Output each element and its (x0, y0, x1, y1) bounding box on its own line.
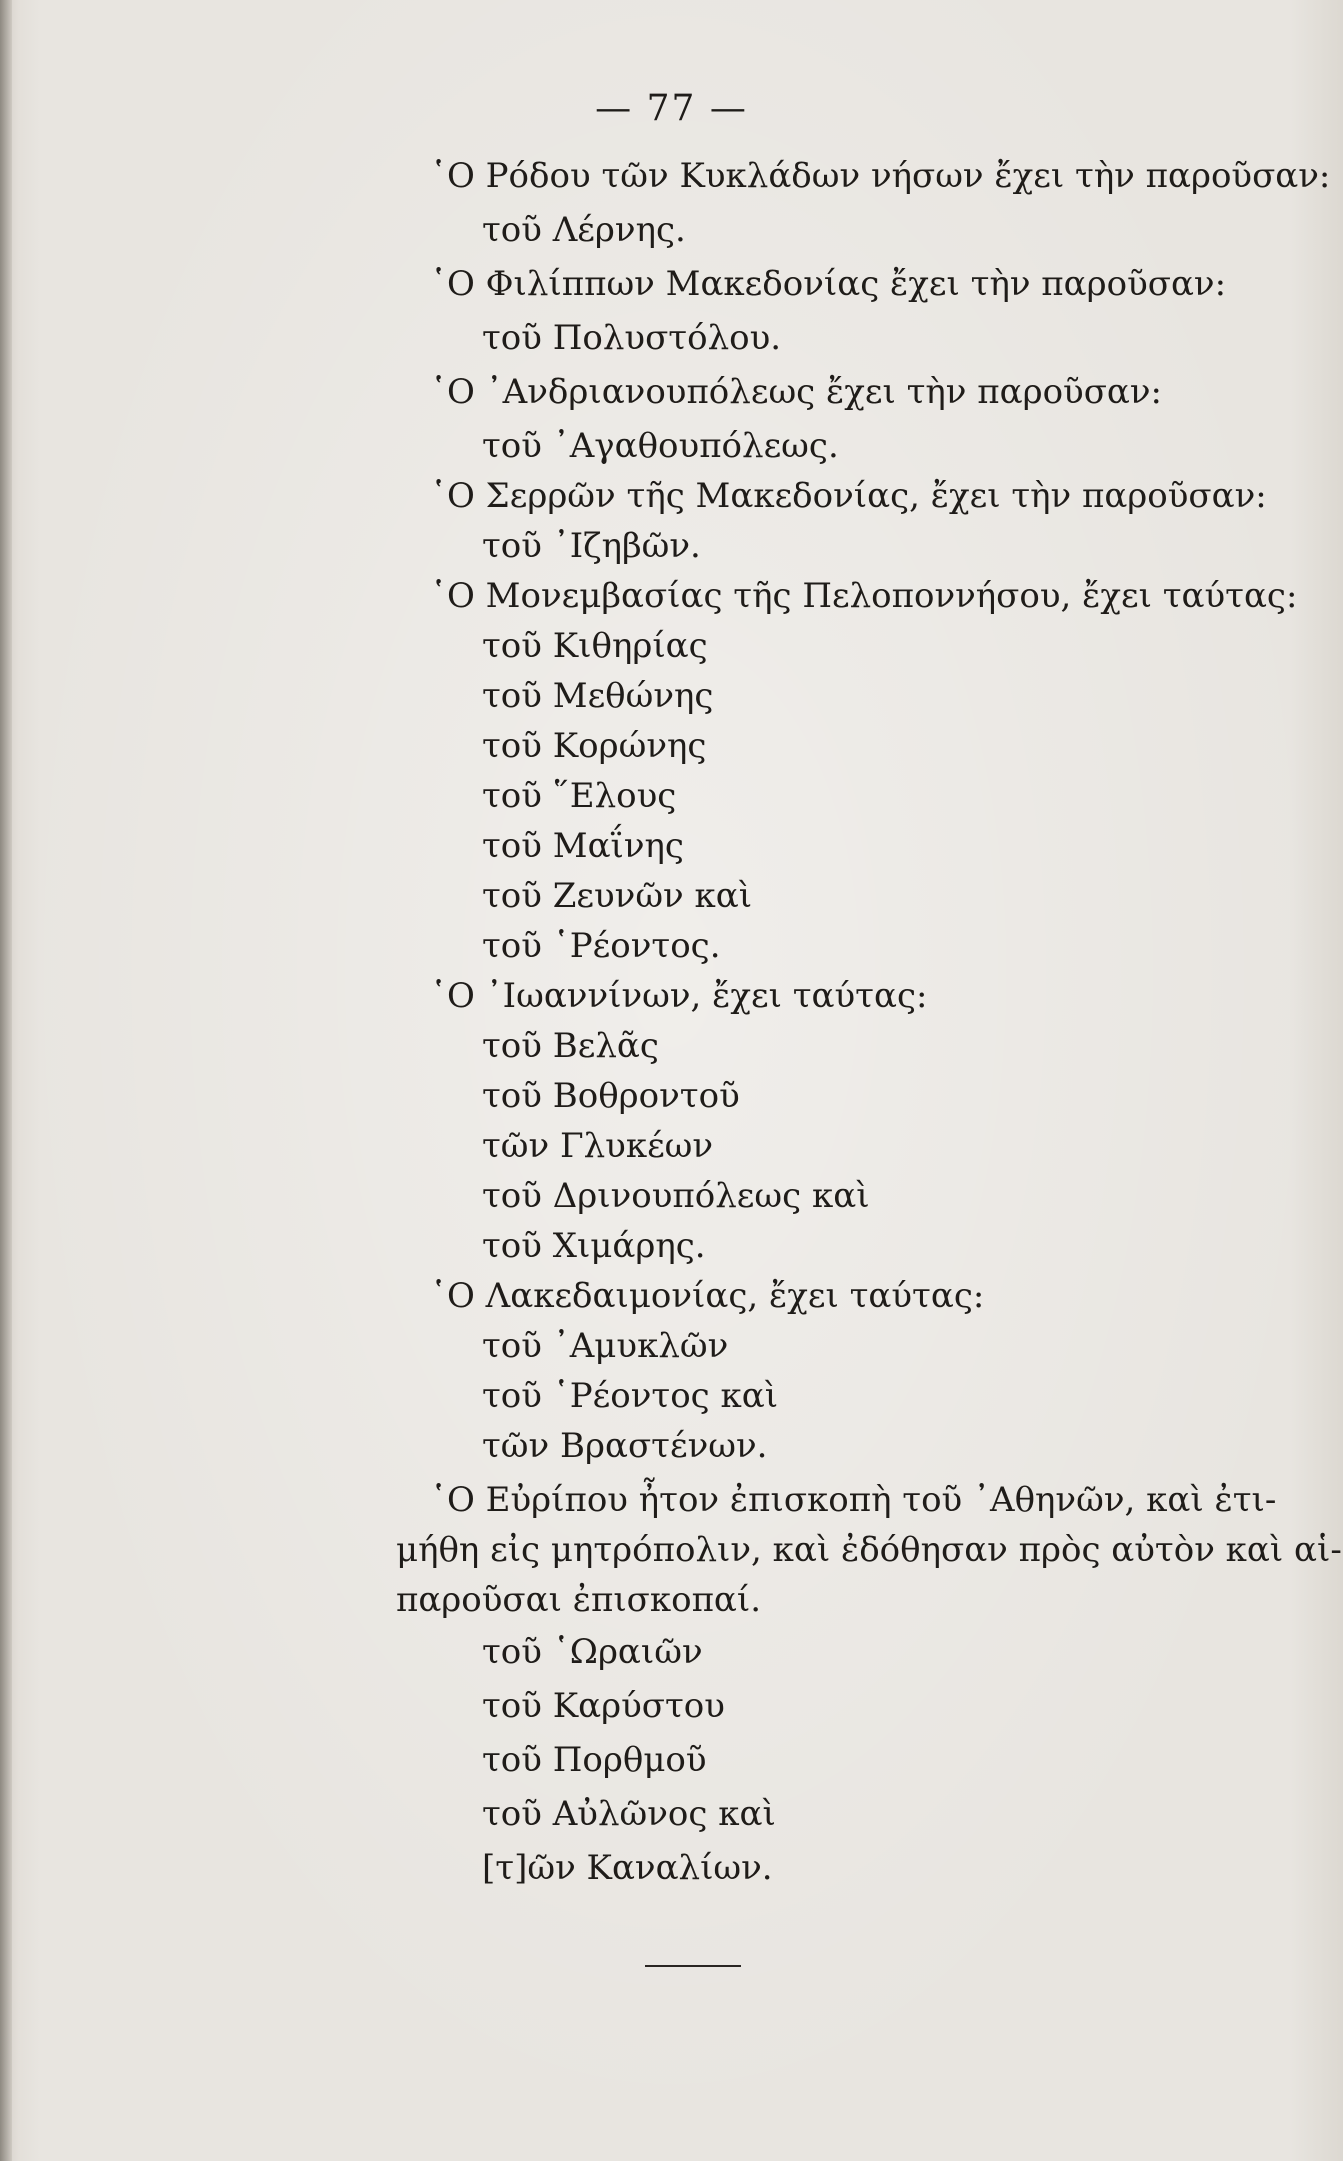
text-line: τοῦ ῾Ωραιῶν (482, 1632, 703, 1672)
text-line: τοῦ Κιθηρίας (482, 626, 708, 666)
text-line: ῾Ο ᾿Ανδριανουπόλεως ἔχει τὴν παροῦσαν: (430, 372, 1162, 412)
text-line: τοῦ Βοθροντοῦ (482, 1076, 740, 1116)
text-line: τοῦ Αὐλῶνος καὶ (482, 1794, 776, 1834)
text-line: τοῦ ῾Ρέοντος. (482, 926, 721, 966)
text-line: τοῦ Δρινουπόλεως καὶ (482, 1176, 870, 1216)
text-line: [τ]ῶν Καναλίων. (482, 1848, 773, 1888)
text-line: τοῦ Πορθμοῦ (482, 1740, 707, 1780)
text-line: τοῦ ῞Ελους (482, 776, 677, 816)
text-line: ῾Ο Σερρῶν τῆς Μακεδονίας, ἔχει τὴν παροῦσαν: (430, 476, 1267, 516)
text-line: τῶν Βραστένων. (482, 1426, 768, 1466)
text-line: τοῦ ᾿Αγαθουπόλεως. (482, 426, 839, 466)
text-line: τοῦ Χιμάρης. (482, 1226, 706, 1266)
text-line: τοῦ Πολυστόλου. (482, 318, 782, 358)
text-line: ῾Ο Λακεδαιμονίας, ἔχει ταύτας: (430, 1276, 985, 1316)
text-line: ῾Ο ᾿Ιωαννίνων, ἔχει ταύτας: (430, 976, 928, 1016)
closing-rule (645, 1965, 741, 1967)
text-line: τῶν Γλυκέων (482, 1126, 714, 1166)
text-line: τοῦ ῾Ρέοντος καὶ (482, 1376, 779, 1416)
text-line: ῾Ο Εὐρίπου ἦτον ἐπισκοπὴ τοῦ ᾿Αθηνῶν, καὶ ἐτι- (430, 1480, 1277, 1520)
text-line: μήθη εἰς μητρόπολιν, καὶ ἐδόθησαν πρὸς αὐτὸν καὶ αἱ- (396, 1530, 1342, 1570)
text-line: τοῦ Ζευνῶν καὶ (482, 876, 753, 916)
text-line: τοῦ Βελᾶς (482, 1026, 659, 1066)
page-spine-shadow (0, 0, 12, 2161)
text-line: τοῦ Καρύστου (482, 1686, 725, 1726)
text-line: τοῦ ᾿Ιζηβῶν. (482, 526, 701, 566)
text-line: παροῦσαι ἐπισκοπαί. (396, 1580, 762, 1620)
text-line: τοῦ Μαΐνης (482, 826, 684, 866)
text-line: τοῦ ᾿Αμυκλῶν (482, 1326, 729, 1366)
text-line: ῾Ο Μονεμβασίας τῆς Πελοποννήσου, ἔχει ταύτας: (430, 576, 1298, 616)
text-line: τοῦ Μεθώνης (482, 676, 714, 716)
text-line: ῾Ο Φιλίππων Μακεδονίας ἔχει τὴν παροῦσαν: (430, 264, 1227, 304)
page-number: — 77 — (595, 88, 748, 129)
text-line: τοῦ Λέρνης. (482, 210, 686, 250)
text-line: ῾Ο Ρόδου τῶν Κυκλάδων νήσων ἔχει τὴν παροῦσαν: (430, 156, 1331, 196)
text-line: τοῦ Κορώνης (482, 726, 707, 766)
